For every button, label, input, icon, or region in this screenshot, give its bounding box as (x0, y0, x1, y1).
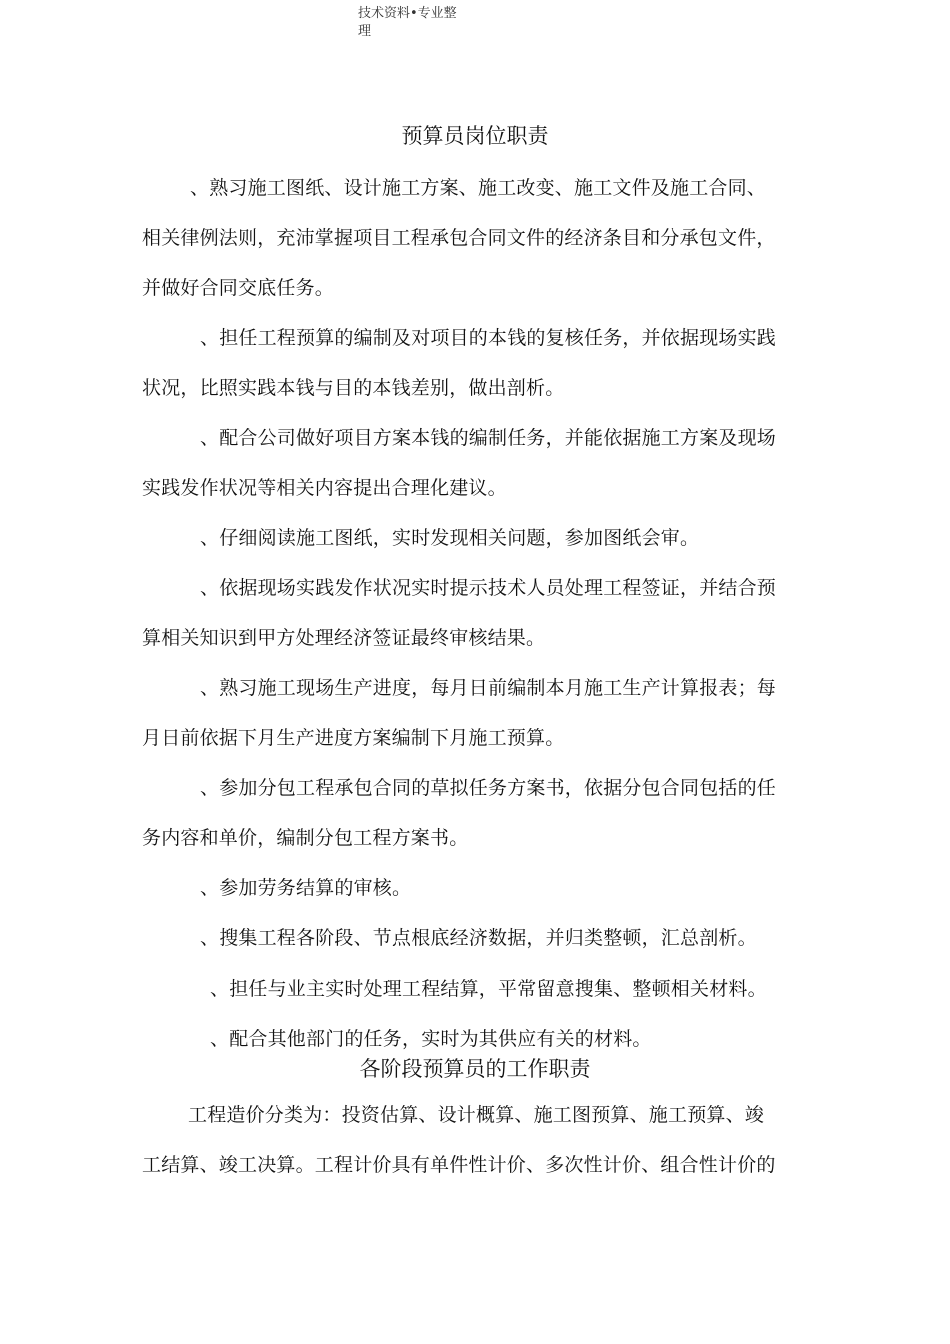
paragraph-line: 、仔细阅读施工图纸，实时发现相关问题，参加图纸会审。 (200, 527, 700, 549)
document-title: 预算员岗位职责 (401, 124, 549, 148)
paragraph-line: 、依据现场实践发作状况实时提示技术人员处理工程签证，并结合预 (200, 577, 777, 599)
paragraph-line: 、配合其他部门的任务，实时为其供应有关的材料。 (210, 1028, 652, 1050)
paragraph-line: 、熟习施工图纸、设计施工方案、施工改变、施工文件及施工合同、 (190, 177, 767, 199)
paragraph-line: 工结算、竣工决算。工程计价具有单件性计价、多次性计价、组合性计价的 (142, 1154, 776, 1176)
paragraph-line: 、搜集工程各阶段、节点根底经济数据，并归类整顿，汇总剖析。 (200, 927, 757, 949)
paragraph-line: 、熟习施工现场生产进度，每月日前编制本月施工生产计算报表；每 (200, 677, 777, 699)
paragraph-line: 算相关知识到甲方处理经济签证最终审核结果。 (142, 627, 546, 649)
paragraph-line: 、配合公司做好项目方案本钱的编制任务，并能依据施工方案及现场 (200, 427, 777, 449)
paragraph-line: 实践发作状况等相关内容提出合理化建议。 (142, 477, 507, 499)
paragraph-line: 工程造价分类为：投资估算、设计概算、施工图预算、施工预算、竣 (188, 1104, 765, 1126)
page-header: 技术资料•专业整理 (358, 6, 457, 39)
section-title: 各阶段预算员的工作职责 (359, 1057, 591, 1081)
paragraph-line: 并做好合同交底任务。 (142, 277, 335, 299)
paragraph-line: 、担任工程预算的编制及对项目的本钱的复核任务，并依据现场实践 (200, 327, 777, 349)
paragraph-line: 月日前依据下月生产进度方案编制下月施工预算。 (142, 727, 565, 749)
paragraph-line: 状况，比照实践本钱与目的本钱差别，做出剖析。 (142, 377, 565, 399)
paragraph-line: 、参加劳务结算的审核。 (200, 877, 412, 899)
paragraph-line: 务内容和单价，编制分包工程方案书。 (142, 827, 469, 849)
paragraph-line: 、担任与业主实时处理工程结算，平常留意搜集、整顿相关材料。 (210, 978, 767, 1000)
paragraph-line: 、参加分包工程承包合同的草拟任务方案书，依据分包合同包括的任 (200, 777, 777, 799)
paragraph-line: 相关律例法则，充沛掌握项目工程承包合同文件的经济条目和分承包文件， (142, 227, 776, 249)
